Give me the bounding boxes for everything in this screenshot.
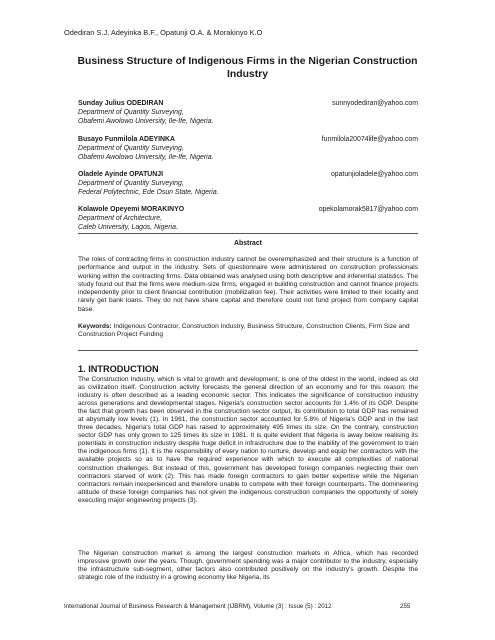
author-affiliation-institution: Federal Polytechnic, Ede Osun State, Nigeria. bbox=[78, 189, 219, 196]
author-block bbox=[78, 170, 418, 197]
author-affiliation-institution: Caleb University, Lagos, Nigeria. bbox=[78, 224, 178, 231]
author-affiliation-department: Department of Architecture, bbox=[78, 215, 162, 222]
introduction-paragraph: The Construction Industry, which is vital to growth and development, is one of the oldest in the world, indeed as old as civilization itself. Construction activity forecasts the general direction of an economy and for this reason; the industry is often described as a leading economic sector. This indicates the significance of construction industry across generations and developmental stages. Nigeria's construction sector accounts for 1.4% of its GDP. Despite the fact that growth has been observed in the construction sector output, its contribution to total GDP has remained at abysmally low levels (1). In 1981, the construction sector accounted for 5.8% of Nigeria's GDP and in the last three decades, Nigeria's total GDP has raised to approximately 495 times its size. On the contrary, construction sector GDP has only grown to 125 times its size in 1981. It is quite evident that Nigeria is away below realising its potentials in construction industry despite huge deficit in infrastructure due to the inability of the government to train the indigenous firms (1). It is the responsibility of every nation to nurture, develop and equip her contractors with the available projects so as to have the required experience with which to execute all complexities of national construction challenges. But instead of this, government has developed foreign companies neglecting their own contractors starved of work (2). This has made foreign contractors to gain better expertise while the Nigerian contractors remain inexperienced and therefore unable to compete with their foreign counterparts. The domineering attitude of these foreign companies has not given the indigenous construction companies the opportunity of solely executing major engineering projects (3). bbox=[78, 376, 418, 504]
author-affiliation-department: Department of Quantity Surveying, bbox=[78, 145, 184, 152]
keywords-text: Indigenous Contractor, Construction Industry, Business Structure, Construction Clients, Firm Size and Construction Project Funding bbox=[78, 323, 410, 339]
divider-rule bbox=[78, 350, 418, 351]
page-number: 255 bbox=[400, 603, 411, 610]
keywords bbox=[78, 323, 418, 340]
author-email[interactable]: sunnyodediran@yahoo.com bbox=[332, 100, 418, 107]
divider-rule bbox=[78, 233, 418, 234]
author-name: Busayo Funmilola ADEYINKA bbox=[78, 136, 175, 143]
author-affiliation-department: Department of Quantity Surveying, bbox=[78, 180, 184, 187]
author-email[interactable]: opekolamorak5817@yahoo.com bbox=[318, 206, 418, 213]
paper-title: Business Structure of Indigenous Firms in the Nigerian Construction Industry bbox=[77, 56, 418, 80]
author-affiliation-department: Department of Quantity Surveying, bbox=[78, 109, 184, 116]
author-block bbox=[78, 135, 418, 162]
author-affiliation-institution: Obafemi Awolowo University, Ile-Ife, Nigeria. bbox=[78, 118, 214, 125]
journal-footer: International Journal of Business Research & Management (IJBRM), Volume (3) : Issue (5) : 2012 bbox=[64, 603, 332, 610]
author-email[interactable]: opatunjioladele@yahoo.com bbox=[330, 171, 418, 178]
author-block bbox=[78, 99, 418, 126]
author-name: Kolawole Opeyemi MORAKINYO bbox=[78, 206, 185, 213]
abstract-body: The roles of contracting firms in construction industry cannot be overemphasized and their structure is a function of performance and output in the industry. Sets of questionnaire were administered on construction professionals working within the contracting firms. Data obtained was analysed using both descriptive and inferential statistics. The study found out that the firms were medium-size firms, engaged in building construction and cannot finance projects independently prior to client financial contribution (mobilization fee). Their activities were limited to their locality and rarely get bank loans. They do not have share capital and therefore could not fund project from company capital base. bbox=[78, 256, 418, 313]
abstract-heading: Abstract bbox=[234, 240, 262, 247]
introduction-paragraph: The Nigerian construction market is among the largest construction markets in Africa, which has recorded impressive growth over the years. Though, government spending was a major contributor to the industry, especially the infrastructure sub-segment, other factors also contributed positively on the industry's growth. Despite the strategic role of the industry in a growing economy like Nigeria, its bbox=[78, 550, 418, 582]
section-heading-introduction: 1. INTRODUCTION bbox=[78, 364, 159, 374]
keywords-label: Keywords: bbox=[78, 323, 112, 330]
author-block bbox=[78, 205, 418, 232]
author-name: Sunday Julius ODEDIRAN bbox=[78, 100, 164, 107]
running-head: Odediran S.J, Adeyinka B.F., Opatunji O.A. & Morakinyo K.O bbox=[64, 28, 263, 37]
author-name: Oladele Ayinde OPATUNJI bbox=[78, 171, 164, 178]
author-affiliation-institution: Obafemi Awolowo University, Ile-Ife, Nigeria. bbox=[78, 154, 214, 161]
author-email[interactable]: funmilola20074life@yahoo.com bbox=[321, 136, 418, 143]
